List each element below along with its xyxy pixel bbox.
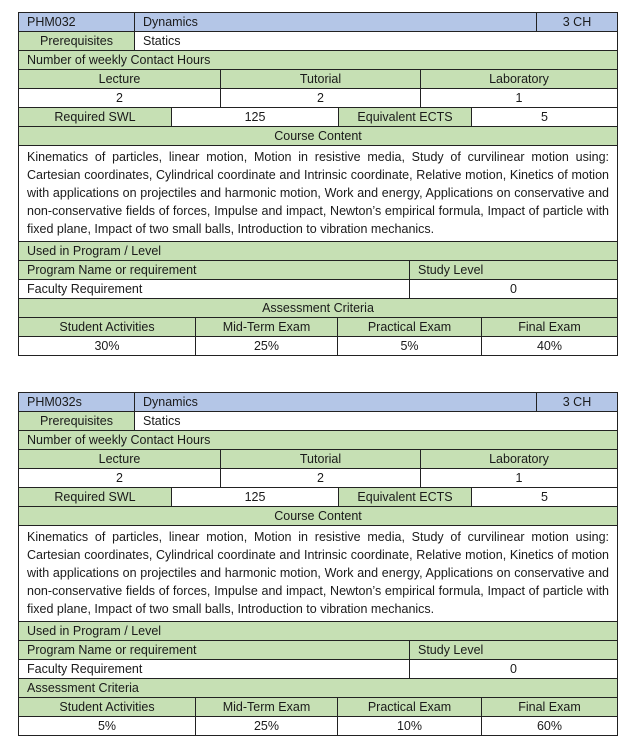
lecture-hours: 2: [19, 469, 220, 487]
course-content-title-row: [19, 506, 617, 525]
ects-label: Equivalent ECTS: [338, 108, 471, 126]
ects-value: 5: [471, 108, 617, 126]
assessment-label: Assessment Criteria: [19, 299, 617, 317]
program-value-row: [19, 659, 617, 678]
course-content-text: Kinematics of particles, linear motion, Motion in resistive media, Study of curvilinear motion using: Cartesian coordinates, Cylindrical coordinate and Intrinsic coordinate, Relative motion, Kinetics of motion with applications on projectiles and harmonic motion, Work and energy, Applications on conservative and non-conservative fields of forces, Impulse and impact, Newton’s empirical formula, Impact of particle with fixed plane, Impact of two small balls, Introduction to vibration mechanics.: [19, 526, 617, 621]
final-value: 40%: [481, 337, 617, 355]
prerequisites-value: Statics: [134, 412, 617, 430]
lecture-header: Lecture: [19, 450, 220, 468]
assessment-value-row: [19, 716, 617, 735]
course-code: PHM032s: [19, 393, 134, 411]
midterm-header: Mid-Term Exam: [195, 318, 337, 336]
program-header: Program Name or requirement: [19, 641, 409, 659]
midterm-value: 25%: [195, 337, 337, 355]
laboratory-header: Laboratory: [420, 70, 617, 88]
midterm-value: 25%: [195, 717, 337, 735]
required-swl-value: 125: [171, 488, 338, 506]
course-content-row: [19, 145, 617, 241]
study-level-header: Study Level: [409, 641, 617, 659]
study-level-value: 0: [409, 280, 617, 298]
lecture-hours: 2: [19, 89, 220, 107]
used-in-label: Used in Program / Level: [19, 242, 617, 260]
program-value: Faculty Requirement: [19, 280, 409, 298]
assessment-value-row: [19, 336, 617, 355]
credit-hours: 3 CH: [536, 393, 617, 411]
course-content-row: [19, 525, 617, 621]
required-swl-label: Required SWL: [19, 108, 171, 126]
tutorial-header: Tutorial: [220, 450, 420, 468]
laboratory-hours: 1: [420, 469, 617, 487]
assessment-title-row: [19, 298, 617, 317]
used-in-row: [19, 241, 617, 260]
course-header-row: [19, 13, 617, 31]
prerequisites-row: [19, 411, 617, 430]
student-activities-header: Student Activities: [19, 698, 195, 716]
contact-hours-header-row: [19, 69, 617, 88]
assessment-header-row: [19, 697, 617, 716]
program-value: Faculty Requirement: [19, 660, 409, 678]
course-table-phm032: [18, 12, 618, 356]
required-swl-label: Required SWL: [19, 488, 171, 506]
lecture-header: Lecture: [19, 70, 220, 88]
student-activities-value: 30%: [19, 337, 195, 355]
prerequisites-label: Prerequisites: [19, 412, 134, 430]
course-code: PHM032: [19, 13, 134, 31]
contact-hours-label: Number of weekly Contact Hours: [19, 51, 617, 69]
course-title: Dynamics: [134, 393, 536, 411]
student-activities-value: 5%: [19, 717, 195, 735]
course-header-row: [19, 393, 617, 411]
program-header: Program Name or requirement: [19, 261, 409, 279]
laboratory-hours: 1: [420, 89, 617, 107]
course-content-label: Course Content: [19, 127, 617, 145]
program-header-row: [19, 640, 617, 659]
contact-hours-title-row: [19, 50, 617, 69]
swl-row: [19, 487, 617, 506]
course-content-text: Kinematics of particles, linear motion, Motion in resistive media, Study of curvilinear motion using: Cartesian coordinates, Cylindrical coordinate and Intrinsic coordinate, Relative motion, Kinetics of motion with applications on projectiles and harmonic motion, Work and energy, Applications on conservative and non-conservative fields of forces, Impulse and impact, Newton’s empirical formula, Impact of particle with fixed plane, Impact of two small balls, Introduction to vibration mechanics.: [19, 146, 617, 241]
final-value: 60%: [481, 717, 617, 735]
assessment-label: Assessment Criteria: [19, 679, 617, 697]
used-in-row: [19, 621, 617, 640]
practical-value: 10%: [337, 717, 481, 735]
tutorial-hours: 2: [220, 89, 420, 107]
course-title: Dynamics: [134, 13, 536, 31]
prerequisites-value: Statics: [134, 32, 617, 50]
program-header-row: [19, 260, 617, 279]
course-content-title-row: [19, 126, 617, 145]
contact-hours-header-row: [19, 449, 617, 468]
contact-hours-label: Number of weekly Contact Hours: [19, 431, 617, 449]
midterm-header: Mid-Term Exam: [195, 698, 337, 716]
course-table-phm032s: [18, 392, 618, 736]
ects-value: 5: [471, 488, 617, 506]
course-content-label: Course Content: [19, 507, 617, 525]
practical-value: 5%: [337, 337, 481, 355]
swl-row: [19, 107, 617, 126]
student-activities-header: Student Activities: [19, 318, 195, 336]
assessment-header-row: [19, 317, 617, 336]
contact-hours-value-row: [19, 88, 617, 107]
laboratory-header: Laboratory: [420, 450, 617, 468]
ects-label: Equivalent ECTS: [338, 488, 471, 506]
final-header: Final Exam: [481, 318, 617, 336]
required-swl-value: 125: [171, 108, 338, 126]
credit-hours: 3 CH: [536, 13, 617, 31]
prerequisites-row: [19, 31, 617, 50]
tutorial-hours: 2: [220, 469, 420, 487]
study-level-value: 0: [409, 660, 617, 678]
final-header: Final Exam: [481, 698, 617, 716]
practical-header: Practical Exam: [337, 318, 481, 336]
practical-header: Practical Exam: [337, 698, 481, 716]
contact-hours-title-row: [19, 430, 617, 449]
assessment-title-row: [19, 678, 617, 697]
used-in-label: Used in Program / Level: [19, 622, 617, 640]
tutorial-header: Tutorial: [220, 70, 420, 88]
contact-hours-value-row: [19, 468, 617, 487]
prerequisites-label: Prerequisites: [19, 32, 134, 50]
study-level-header: Study Level: [409, 261, 617, 279]
program-value-row: [19, 279, 617, 298]
